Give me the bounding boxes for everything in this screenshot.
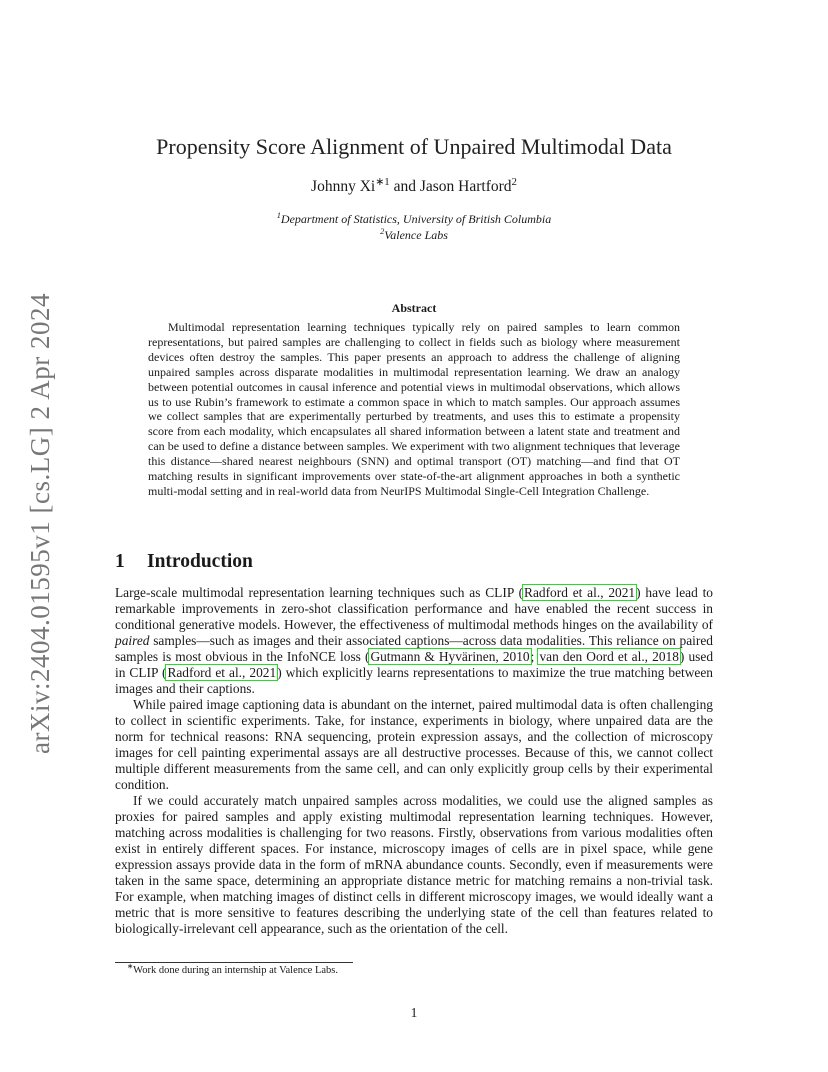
author-affiliation-mark: ∗1: [375, 175, 390, 188]
affiliation-mark: 1: [276, 211, 281, 220]
affiliation-1: [0, 212, 828, 227]
arxiv-side-stamp: [20, 292, 60, 754]
footnote-rule: [115, 962, 353, 963]
footnote-text: Work done during an internship at Valence Labs.: [133, 965, 338, 976]
paragraph-1: [115, 585, 713, 697]
abstract-text: Multimodal representation learning techniques typically rely on paired samples to learn common representations, but paired samples are challenging to collect in fields such as biology where measurement devices often destroy the samples. This paper presents an approach to address the challenge of aligning unpaired samples across disparate modalities in multimodal representation learning. We draw an analogy between potential outcomes in causal inference and potential views in multimodal observations, which allows us to use Rubin’s framework to estimate a common space in which to match samples. Our approach assumes we collect samples that are experimentally perturbed by treatments, and uses this to estimate a propensity score from each modality, which encapsulates all shared information between a latent state and treatment and can be used to define a distance between samples. We experiment with two alignment techniques that leverage this distance—shared nearest neighbours (SNN) and optimal transport (OT) matching—and find that OT matching results in significant improvements over state-of-the-art alignment approaches in both a synthetic multi-modal setting and in real-world data from NeurIPS Multimodal Single-Cell Integration Challenge.: [148, 320, 680, 498]
author-connector: and: [389, 178, 420, 195]
affiliation-text: Department of Statistics, University of British Columbia: [280, 212, 552, 226]
text-run: ;: [530, 649, 539, 664]
affiliation-2: [0, 228, 828, 243]
affiliation-text: Valence Labs: [384, 228, 448, 242]
section-title: Introduction: [147, 551, 253, 572]
paper-title: Propensity Score Alignment of Unpaired Multimodal Data: [156, 134, 672, 159]
author-affiliation-mark: 2: [511, 175, 517, 188]
footnote-mark: ∗: [127, 961, 134, 971]
text-run: samples—such as images and their associated captions—across data modalities. This reliance on paired samples is most obvious in the InfoNCE loss (: [115, 633, 713, 664]
citation-link[interactable]: Radford et al., 2021: [167, 665, 277, 680]
section-number: 1: [115, 551, 125, 572]
introduction-body: [115, 585, 713, 937]
footnote: [127, 961, 338, 976]
page-number: 1: [410, 1005, 418, 1020]
arxiv-identifier: arXiv:2404.01595v1 [cs.LG] 2 Apr 2024: [24, 292, 55, 754]
text-run: ) have lead to remarkable improvements in zero-shot classification performance and have enabled the recent success in conditional generative models. However, the effectiveness of multimodal methods hinges on the availability of: [115, 585, 713, 632]
paragraph-3: If we could accurately match unpaired samples across modalities, we could use the aligned samples as proxies for paired samples and apply existing multimodal representation learning techniques. However, matching across modalities is challenging for two reasons. Firstly, observations from various modalities often exist in entirely different spaces. For instance, microscopy images of cells are in pixel space, while gene expression assays provide data in the form of mRNA abundance counts. Secondly, even if measurements were taken in the same space, determining an appropriate distance metric for matching remains a non-trivial task. For example, when matching images of distinct cells in different microscopy images, we would ideally want a metric that is more sensitive to features describing the underlying state of the cell than features related to biologically-irrelevant cell appearance, such as the orientation of the cell.: [115, 793, 713, 936]
citation-link[interactable]: van den Oord et al., 2018: [539, 649, 679, 664]
text-run: Large-scale multimodal representation learning techniques such as CLIP (: [115, 585, 524, 600]
text-run: ) used in CLIP (: [115, 649, 714, 680]
author-name: Jason Hartford: [419, 178, 512, 195]
author-line: [0, 175, 828, 196]
emphasis-text: paired: [115, 633, 150, 648]
citation-link[interactable]: Gutmann & Hyvärinen, 2010: [370, 649, 530, 664]
text-run: ) which explicitly learns representations to maximize the true matching between images and their captions.: [115, 665, 713, 696]
author-name: Johnny Xi: [311, 178, 376, 195]
citation-link[interactable]: Radford et al., 2021: [524, 585, 636, 600]
affiliation-mark: 2: [380, 227, 385, 236]
paragraph-2: While paired image captioning data is abundant on the internet, paired multimodal data is often challenging to collect in scientific experiments. Take, for instance, experiments in biology, where unpaired data are the norm for technical reasons: RNA sequencing, protein expression assays, and the collection of microscopy images for cell painting experimental assays are all destructive processes. Because of this, we cannot collect multiple different measurements from the same cell, and can only explicitly group cells by their experimental condition.: [115, 697, 713, 792]
section-heading: [115, 551, 253, 573]
abstract-heading: Abstract: [391, 301, 437, 315]
